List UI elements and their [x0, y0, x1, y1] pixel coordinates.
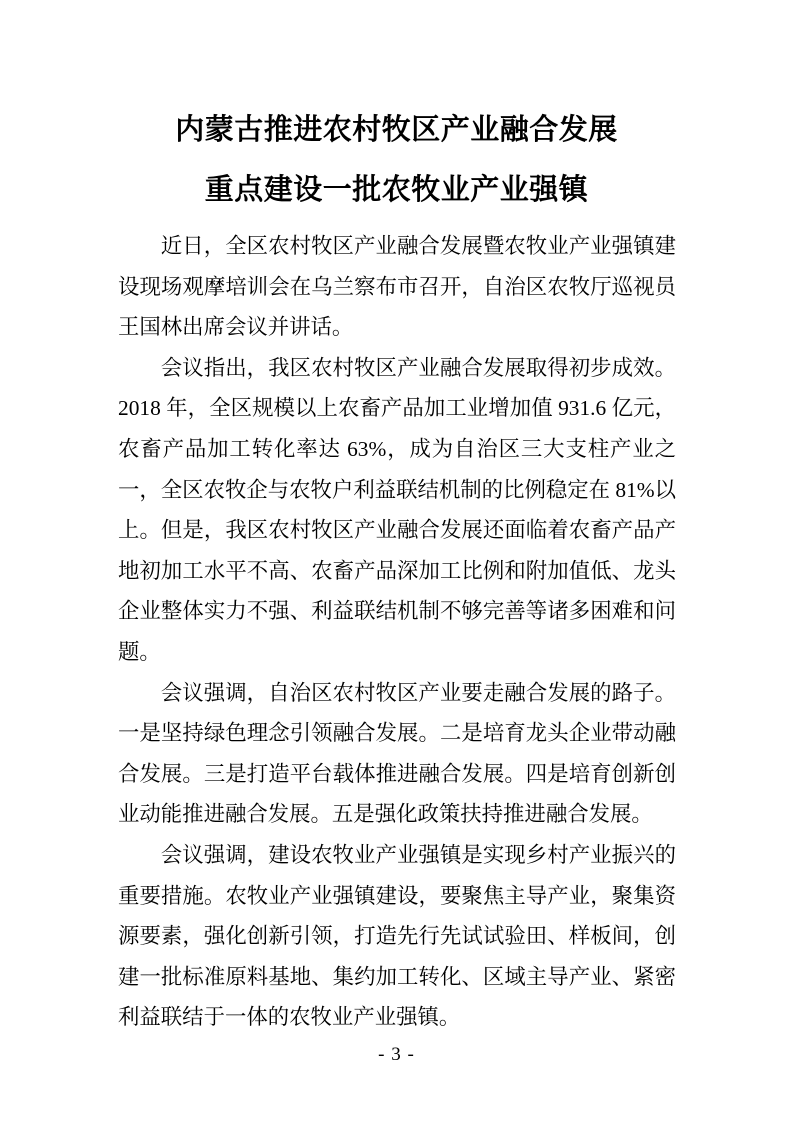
paragraph-4: 会议强调，建设农牧业产业强镇是实现乡村产业振兴的重要措施。农牧业产业强镇建设，要聚焦主导产业，聚集资源要素，强化创新引领，打造先行先试试验田、样板间，创建一批标准原料基地、集约加工转化、区域主导产业、紧密利益联结于一体的农牧业产业强镇。 — [118, 842, 676, 1030]
document-body — [118, 226, 676, 1038]
document-title-line-1: 内蒙古推进农村牧区产业融合发展 — [175, 114, 618, 146]
page-number: - 3 - — [378, 1044, 415, 1065]
document-title-line-2: 重点建设一批农牧业产业强镇 — [204, 174, 589, 206]
paragraph-2: 会议指出，我区农村牧区产业融合发展取得初步成效。2018 年，全区规模以上农畜产品加工业增加值 931.6 亿元，农畜产品加工转化率达 63%，成为自治区三大支柱产业之一，全区农牧企与农牧户利益联结机制的比例稳定在 81%以上。但是，我区农村牧区产业融合发展还面临着农畜产品产地初加工水平不高、农畜产品深加工比例和附加值低、龙头企业整体实力不强、利益联结机制不够完善等诸多困难和问题。 — [118, 355, 676, 664]
document-title — [0, 0, 793, 220]
paragraph-1: 近日，全区农村牧区产业融合发展暨农牧业产业强镇建设现场观摩培训会在乌兰察布市召开，自治区农牧厅巡视员王国林出席会议并讲话。 — [118, 234, 676, 340]
paragraph-3: 会议强调，自治区农村牧区产业要走融合发展的路子。一是坚持绿色理念引领融合发展。二是培育龙头企业带动融合发展。三是打造平台载体推进融合发展。四是培育创新创业动能推进融合发展。五是强化政策扶持推进融合发展。 — [118, 680, 676, 827]
